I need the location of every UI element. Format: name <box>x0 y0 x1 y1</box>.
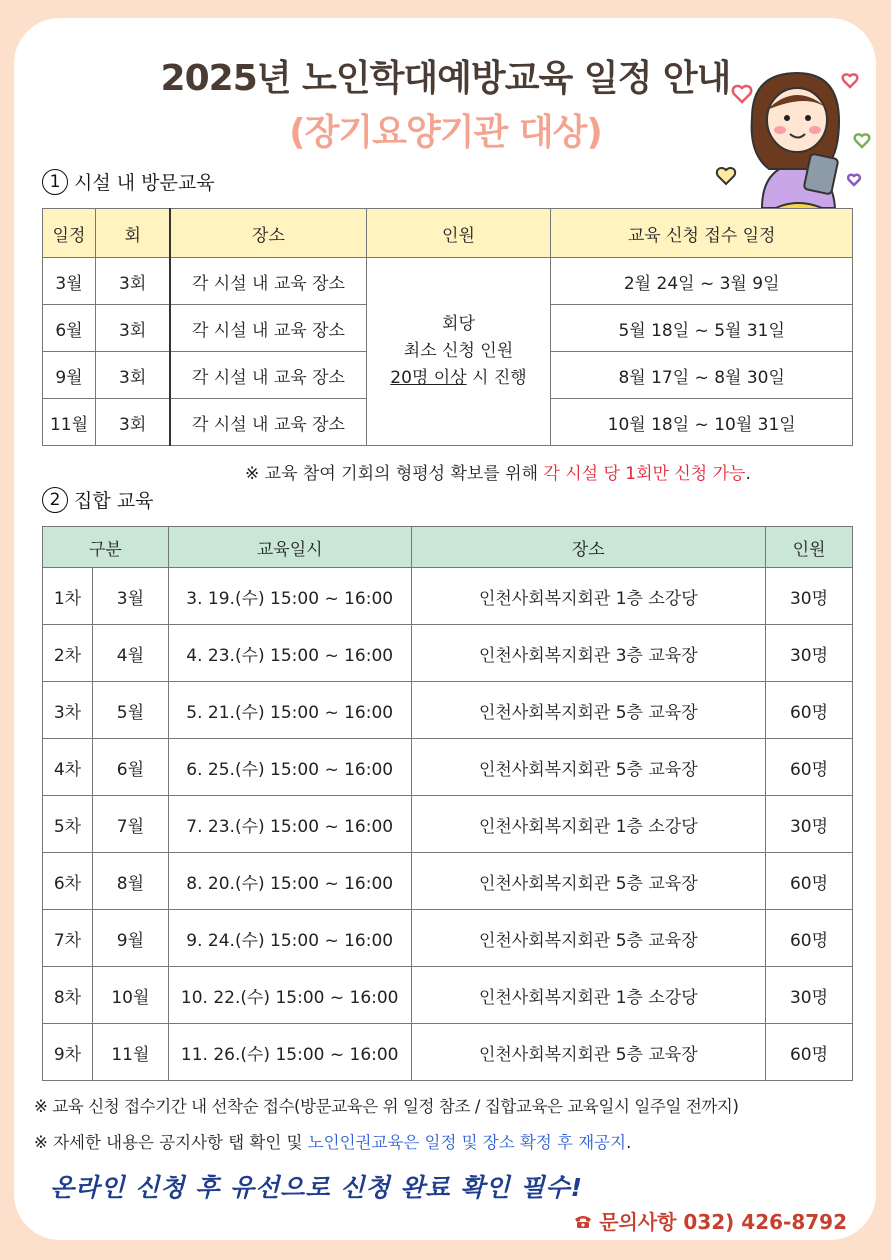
place-cell: 각 시설 내 교육 장소 <box>170 258 366 305</box>
section1-note <box>245 459 751 484</box>
round-cell: 1차 <box>43 568 93 625</box>
column-header: 장소 <box>411 527 766 568</box>
round-cell: 8차 <box>43 967 93 1024</box>
round-cell: 9차 <box>43 1024 93 1081</box>
datetime-cell: 10. 22.(수) 15:00 ~ 16:00 <box>168 967 411 1024</box>
datetime-cell: 8. 20.(수) 15:00 ~ 16:00 <box>168 853 411 910</box>
note-text: ※ 자세한 내용은 공지사항 탭 확인 및 <box>34 1133 308 1152</box>
phone-icon <box>573 1213 593 1229</box>
table-header-row <box>43 527 853 568</box>
people-cell: 60명 <box>766 1024 853 1081</box>
month-cell: 9월 <box>92 910 168 967</box>
column-header: 일정 <box>43 209 96 258</box>
datetime-cell: 9. 24.(수) 15:00 ~ 16:00 <box>168 910 411 967</box>
round-cell: 4차 <box>43 739 93 796</box>
place-cell: 인천사회복지회관 5층 교육장 <box>411 682 766 739</box>
page-title: 2025년 노인학대예방교육 일정 안내 <box>160 58 731 99</box>
people-cell: 60명 <box>766 739 853 796</box>
column-header: 장소 <box>170 209 366 258</box>
datetime-cell: 6. 25.(수) 15:00 ~ 16:00 <box>168 739 411 796</box>
people-cell: 30명 <box>766 625 853 682</box>
month-cell: 3월 <box>43 258 96 305</box>
section2-heading <box>42 486 153 513</box>
column-header: 인원 <box>366 209 551 258</box>
note-highlight: 각 시설 당 1회만 신청 가능 <box>543 464 746 484</box>
people-line-rest: 시 진행 <box>466 368 527 388</box>
page-subtitle: (장기요양기관 대상) <box>289 112 602 153</box>
teacher-character-illustration <box>712 58 882 218</box>
datetime-cell: 11. 26.(수) 15:00 ~ 16:00 <box>168 1024 411 1081</box>
column-header: 회 <box>95 209 170 258</box>
month-cell: 5월 <box>92 682 168 739</box>
people-requirement-cell <box>366 258 551 446</box>
section1-title: 시설 내 방문교육 <box>74 172 215 194</box>
note-highlight: 노인인권교육은 일정 및 장소 확정 후 재공지 <box>307 1133 627 1152</box>
round-cell: 3차 <box>43 682 93 739</box>
table-row <box>43 853 853 910</box>
table-row <box>43 625 853 682</box>
place-cell: 각 시설 내 교육 장소 <box>170 352 366 399</box>
round-cell: 5차 <box>43 796 93 853</box>
table-row <box>43 967 853 1024</box>
people-cell: 30명 <box>766 796 853 853</box>
month-cell: 11월 <box>43 399 96 446</box>
table-row <box>43 910 853 967</box>
month-cell: 6월 <box>43 305 96 352</box>
count-cell: 3회 <box>95 258 170 305</box>
online-apply-notice: 온라인 신청 후 유선으로 신청 완료 확인 필수! <box>50 1173 584 1202</box>
min-people-value: 20명 이상 <box>390 368 467 388</box>
place-cell: 인천사회복지회관 1층 소강당 <box>411 967 766 1024</box>
month-cell: 6월 <box>92 739 168 796</box>
footer-note-deadline: ※ 교육 신청 접수기간 내 선착순 접수(방문교육은 위 일정 참조 / 집합교육은 교육일시 일주일 전까지) <box>34 1097 739 1116</box>
group-education-table <box>42 526 853 1081</box>
month-cell: 10월 <box>92 967 168 1024</box>
note-suffix: . <box>745 464 751 484</box>
round-cell: 7차 <box>43 910 93 967</box>
place-cell: 인천사회복지회관 5층 교육장 <box>411 910 766 967</box>
place-cell: 각 시설 내 교육 장소 <box>170 305 366 352</box>
datetime-cell: 7. 23.(수) 15:00 ~ 16:00 <box>168 796 411 853</box>
table-header-row <box>43 209 853 258</box>
people-cell: 60명 <box>766 682 853 739</box>
count-cell: 3회 <box>95 399 170 446</box>
round-cell: 2차 <box>43 625 93 682</box>
round-cell: 6차 <box>43 853 93 910</box>
section2-number: 2 <box>42 487 68 513</box>
period-cell: 8월 17일 ~ 8월 30일 <box>551 352 853 399</box>
datetime-cell: 3. 19.(수) 15:00 ~ 16:00 <box>168 568 411 625</box>
section2-title: 집합 교육 <box>74 490 154 512</box>
place-cell: 인천사회복지회관 5층 교육장 <box>411 1024 766 1081</box>
table-row <box>43 739 853 796</box>
people-line: 회당 <box>442 314 475 334</box>
people-line <box>367 365 551 392</box>
month-cell: 3월 <box>92 568 168 625</box>
table-row <box>43 796 853 853</box>
period-cell: 2월 24일 ~ 3월 9일 <box>551 258 853 305</box>
people-cell: 30명 <box>766 568 853 625</box>
contact-text: 문의사항 032) 426-8792 <box>599 1210 847 1234</box>
note-suffix: . <box>626 1133 632 1152</box>
place-cell: 인천사회복지회관 1층 소강당 <box>411 568 766 625</box>
place-cell: 인천사회복지회관 5층 교육장 <box>411 739 766 796</box>
people-cell: 60명 <box>766 910 853 967</box>
place-cell: 인천사회복지회관 5층 교육장 <box>411 853 766 910</box>
month-cell: 4월 <box>92 625 168 682</box>
section1-heading <box>42 168 215 195</box>
table-row <box>43 568 853 625</box>
place-cell: 인천사회복지회관 3층 교육장 <box>411 625 766 682</box>
people-cell: 60명 <box>766 853 853 910</box>
datetime-cell: 5. 21.(수) 15:00 ~ 16:00 <box>168 682 411 739</box>
table-row <box>43 1024 853 1081</box>
column-header: 구분 <box>43 527 169 568</box>
note-text: ※ 교육 참여 기회의 형평성 확보를 위해 <box>245 464 544 484</box>
count-cell: 3회 <box>95 305 170 352</box>
people-cell: 30명 <box>766 967 853 1024</box>
month-cell: 9월 <box>43 352 96 399</box>
section1-number: 1 <box>42 169 68 195</box>
table-row <box>43 258 853 305</box>
people-line: 최소 신청 인원 <box>403 341 514 361</box>
month-cell: 7월 <box>92 796 168 853</box>
period-cell: 5월 18일 ~ 5월 31일 <box>551 305 853 352</box>
column-header: 교육 신청 접수 일정 <box>551 209 853 258</box>
table-row <box>43 682 853 739</box>
contact-info <box>573 1206 847 1235</box>
count-cell: 3회 <box>95 352 170 399</box>
visit-education-table <box>42 208 853 446</box>
place-cell: 각 시설 내 교육 장소 <box>170 399 366 446</box>
column-header: 교육일시 <box>168 527 411 568</box>
datetime-cell: 4. 23.(수) 15:00 ~ 16:00 <box>168 625 411 682</box>
month-cell: 11월 <box>92 1024 168 1081</box>
place-cell: 인천사회복지회관 1층 소강당 <box>411 796 766 853</box>
footer-note-notice <box>34 1129 631 1153</box>
period-cell: 10월 18일 ~ 10월 31일 <box>551 399 853 446</box>
column-header: 인원 <box>766 527 853 568</box>
month-cell: 8월 <box>92 853 168 910</box>
